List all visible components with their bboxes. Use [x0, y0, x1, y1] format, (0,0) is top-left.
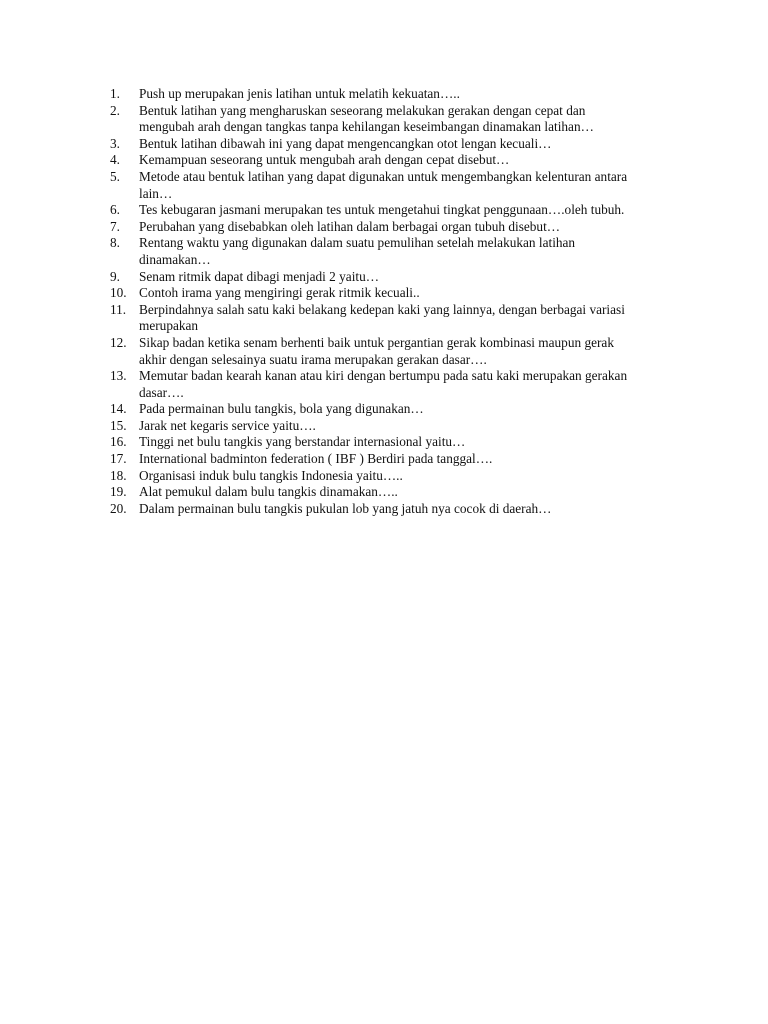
question-text: Metode atau bentuk latihan yang dapat digunakan untuk mengembangkan kelenturan antara lain…	[139, 168, 628, 201]
question-number: 14.	[110, 401, 127, 417]
question-text: Rentang waktu yang digunakan dalam suatu pemulihan setelah melakukan latihan dinamakan…	[139, 235, 576, 267]
question-number: 16.	[110, 434, 127, 450]
question-number: 17.	[110, 451, 127, 467]
question-item	[110, 302, 666, 335]
question-item	[110, 285, 666, 302]
question-text: International badminton federation ( IBF ) Berdiri pada tanggal….	[139, 451, 493, 467]
question-item	[110, 484, 666, 501]
question-item	[110, 335, 666, 368]
question-list	[110, 86, 666, 517]
question-text: Contoh irama yang mengiringi gerak ritmik kecuali..	[139, 285, 420, 301]
question-text: Alat pemukul dalam bulu tangkis dinamakan…..	[139, 484, 398, 500]
question-text: Jarak net kegaris service yaitu….	[139, 417, 316, 433]
question-number: 20.	[110, 500, 127, 516]
question-number: 7.	[110, 218, 120, 234]
question-number: 3.	[110, 135, 120, 151]
question-number: 11.	[110, 301, 127, 317]
question-text: Pada permainan bulu tangkis, bola yang digunakan…	[139, 401, 424, 417]
question-text: Bentuk latihan dibawah ini yang dapat mengencangkan otot lengan kecuali…	[139, 135, 552, 151]
question-item	[110, 152, 666, 169]
question-text: Memutar badan kearah kanan atau kiri dengan bertumpu pada satu kaki merupakan gerakan dasar….	[139, 368, 628, 400]
question-text: Tes kebugaran jasmani merupakan tes untuk mengetahui tingkat penggunaan….oleh tubuh.	[139, 202, 625, 218]
question-item	[110, 401, 666, 418]
question-item	[110, 501, 666, 518]
question-text: Senam ritmik dapat dibagi menjadi 2 yaitu…	[139, 268, 380, 284]
question-item	[110, 451, 666, 468]
question-number: 18.	[110, 467, 127, 483]
question-text: Dalam permainan bulu tangkis pukulan lob yang jatuh nya cocok di daerah…	[139, 500, 552, 516]
question-item	[110, 368, 666, 401]
question-number: 12.	[110, 334, 127, 350]
question-number: 5.	[110, 168, 120, 184]
question-item	[110, 235, 666, 268]
question-number: 13.	[110, 368, 127, 384]
question-item	[110, 103, 666, 136]
question-text: Tinggi net bulu tangkis yang berstandar internasional yaitu…	[139, 434, 466, 450]
question-item	[110, 202, 666, 219]
question-number: 10.	[110, 285, 127, 301]
question-item	[110, 169, 666, 202]
question-text: Push up merupakan jenis latihan untuk melatih kekuatan…..	[139, 86, 460, 101]
question-text: Kemampuan seseorang untuk mengubah arah dengan cepat disebut…	[139, 152, 510, 168]
question-text: Sikap badan ketika senam berhenti baik untuk pergantian gerak kombinasi maupun gerak akhir dengan selesainya suatu irama merupakan gerakan dasar….	[139, 334, 614, 367]
question-number: 19.	[110, 484, 127, 500]
question-number: 6.	[110, 202, 120, 218]
question-text: Berpindahnya salah satu kaki belakang kedepan kaki yang lainnya, dengan berbagai variasi merupakan	[139, 301, 625, 334]
question-text: Bentuk latihan yang mengharuskan seseorang melakukan gerakan dengan cepat dan mengubah arah dengan tangkas tanpa kehilangan keseimbangan dinamakan latihan…	[139, 102, 594, 135]
question-number: 15.	[110, 417, 127, 433]
question-item	[110, 219, 666, 236]
question-text: Organisasi induk bulu tangkis Indonesia yaitu…..	[139, 467, 403, 483]
question-number: 2.	[110, 102, 120, 118]
question-number: 8.	[110, 235, 120, 251]
question-number: 4.	[110, 152, 120, 168]
question-item	[110, 468, 666, 485]
question-item	[110, 136, 666, 153]
question-text: Perubahan yang disebabkan oleh latihan dalam berbagai organ tubuh disebut…	[139, 218, 561, 234]
question-item	[110, 418, 666, 435]
question-item	[110, 434, 666, 451]
question-number: 1.	[110, 86, 120, 101]
question-item	[110, 269, 666, 286]
question-item	[110, 86, 666, 103]
question-number: 9.	[110, 268, 120, 284]
